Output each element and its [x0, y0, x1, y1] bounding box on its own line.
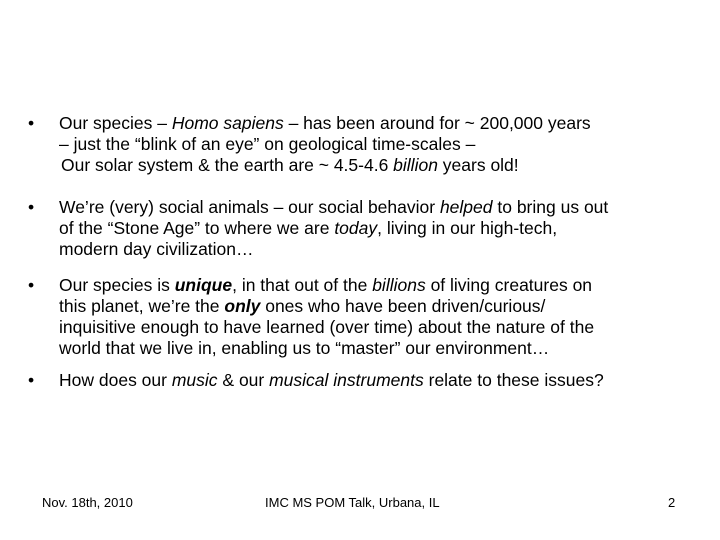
bullet-line: We’re (very) social animals – our social behavior helped to bring us out — [59, 197, 609, 217]
bullet-text-1 — [59, 113, 699, 176]
bullet-line: of the “Stone Age” to where we are today, living in our high-tech, — [59, 218, 558, 238]
bullet-line: Our species is unique, in that out of the billions of living creatures on — [59, 275, 593, 295]
emphasis-text: musical instruments — [269, 370, 424, 390]
bullet-line: modern day civilization… — [59, 239, 254, 259]
emphasis-text: music — [171, 370, 218, 390]
emphasis-text: billions — [372, 275, 426, 295]
bullet-line: this planet, we’re the only ones who have been driven/curious/ — [59, 296, 546, 316]
bullet-marker: • — [28, 275, 35, 295]
bullet-line: inquisitive enough to have learned (over time) about the nature of the — [59, 317, 595, 337]
bullet-line: Our solar system & the earth are ~ 4.5-4.6 billion years old! — [61, 155, 519, 175]
bullet-text-3 — [59, 275, 699, 359]
bullet-text-4 — [59, 370, 699, 391]
bullet-line: – just the “blink of an eye” on geological time-scales – — [59, 134, 476, 154]
emphasis-text: billion — [393, 155, 438, 175]
bullet-marker: • — [28, 113, 35, 133]
page-number: 2 — [668, 495, 676, 510]
bullet-line: Our species – Homo sapiens – has been around for ~ 200,000 years — [59, 113, 591, 133]
bullet-text-2 — [59, 197, 699, 260]
bullet-marker: • — [28, 370, 35, 390]
strong-emphasis-text: unique — [174, 275, 233, 295]
bullet-line: world that we live in, enabling us to “master” our environment… — [59, 338, 550, 358]
emphasis-text: Homo sapiens — [171, 113, 284, 133]
strong-emphasis-text: only — [224, 296, 261, 316]
bullet-line: How does our music & our musical instruments relate to these issues? — [59, 370, 604, 390]
emphasis-text: helped — [439, 197, 493, 217]
footer-date: Nov. 18th, 2010 — [42, 495, 133, 510]
bullet-marker: • — [28, 197, 35, 217]
footer-title: IMC MS POM Talk, Urbana, IL — [265, 495, 440, 510]
emphasis-text: today — [334, 218, 378, 238]
